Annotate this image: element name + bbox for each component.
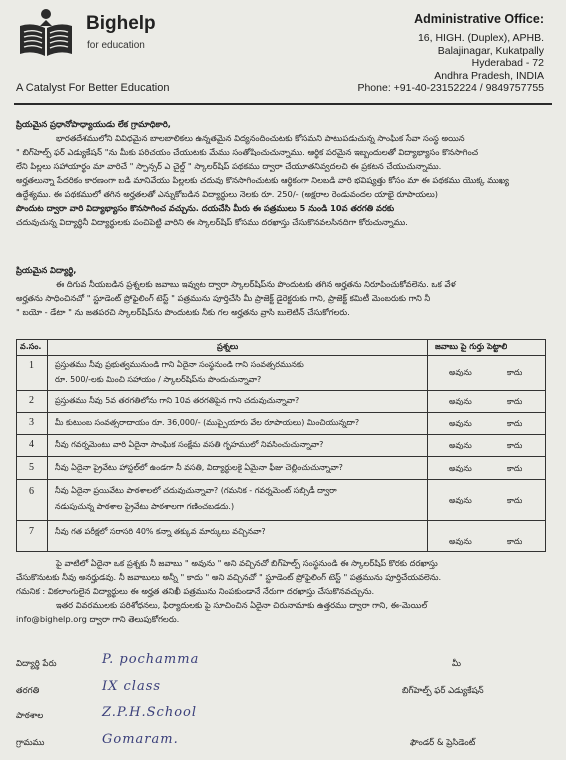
para-line: అర్హతలున్నా పేదరికం కారణంగా బడి మానివేయు పిల్లలకు చదువు కొనసాగించుటకు ఆర్థికంగా నిలబడి వారి భవిష్యత్తు కోసం మా ఈ పథకము యొక్క ముఖ్య	[16, 175, 509, 185]
office-title: Administrative Office:	[414, 12, 544, 26]
answer-yes-option[interactable]: అవును	[449, 464, 472, 473]
class-value: IX class	[102, 679, 162, 694]
answer-yes-option[interactable]: అవును	[449, 419, 472, 428]
letter-para-1	[16, 117, 552, 229]
address-line: Andhra Pradesh, INDIA	[434, 69, 544, 82]
question-text: నడుపుచున్న పాఠశాల ప్రైవేటు పాఠశాలగా గణించబడదు.)	[55, 502, 235, 511]
closing-line: పై వాటిలో ఏదైనా ఒక ప్రశ్నకు నీ జవాబు " అవును " అని వచ్చినచో బిగ్‌హెల్ప్ సంస్థనుండి ఈ స్కాలర్‌షిప్ కొరకు దరఖాస్తు	[56, 558, 438, 568]
answer-yes-option[interactable]: అవును	[449, 397, 472, 406]
class-label: తరగతి	[16, 686, 40, 696]
para-line: " బిగ్‌హెల్ప్ ఫర్ ఎడ్యుకేషన్ "ను మీకు పరిచయం చేయుటకు మేము సంతోషించుచున్నాము. ఆర్థిక పరమైన ఇబ్బందులతో విద్యాభ్యాసం కొనసాగించ	[16, 147, 479, 157]
question-text: రూ. 500/-లకు మించి సహాయం / స్కాలర్‌షిప్‌ను పొందుచున్నావా?	[55, 375, 262, 384]
header-divider	[14, 103, 552, 105]
address-line: 16, HIGH. (Duplex), APHB.	[417, 32, 544, 44]
answer-no-option[interactable]: కాదు	[507, 537, 523, 546]
student-name-value: P. pochamma	[102, 652, 200, 667]
brand-subtitle: for education	[87, 40, 145, 51]
row-number: 5	[29, 462, 34, 473]
row-number: 1	[29, 360, 34, 371]
question-text: నీవు గవర్నమెంటు వారి ఏదైనా సాంఘిక సంక్షేమ వసతి గృహములో నివసించుచున్నావా?	[55, 440, 324, 449]
row-number: 7	[29, 526, 34, 537]
para-line: " బయో - డేటా " ను జతపరచి స్కాలర్‌షిప్‌ను పొందుటకు నీకు గల అర్హతను వ్రాసి బులెటిన్ చేసుకోగలరు.	[16, 307, 350, 317]
school-value: Z.P.H.School	[102, 705, 198, 720]
answer-yes-option[interactable]: అవును	[449, 368, 472, 377]
office-address	[357, 32, 544, 95]
row-number: 2	[29, 395, 34, 406]
signature-title: ఫౌండర్ & ప్రెసిడెంట్	[410, 738, 476, 748]
eligibility-table	[16, 339, 546, 552]
question-text: నీవు ఏదైనా ప్రయివేటు పాఠశాలలో చదువుచున్నావా? (గమనిక - గవర్నమెంట్ సబ్సిడీ ద్వారా	[55, 486, 337, 495]
closing-line: చేసుకొనుటకు నీవు అనర్హుడవు. నీ జవాబులు అన్నీ " కాదు " అని వచ్చినచో " స్టూడెంట్ ప్రోఫైలింగ్ టెస్ట్ " పత్రమును పూర్తిచేయవలెను.	[16, 572, 442, 582]
bighelp-logo-icon	[16, 6, 76, 60]
address-line: Hyderabad - 72	[471, 57, 544, 70]
salutation-headmaster: ప్రియమైన ప్రధానోపాధ్యాయుడు లేక గ్రామాధికారి,	[16, 119, 171, 129]
closing-line: info@bighelp.org ద్వారా గాని తెలుపుకోగలరు.	[16, 614, 180, 624]
signature-regards: మీ	[452, 659, 461, 669]
answer-no-option[interactable]: కాదు	[507, 397, 523, 406]
para-line: అర్హతను సాధించినచో " స్టూడెంట్ ప్రోఫైలింగ్ టెస్ట్ " పత్రమును పూర్తిచేసి మీ ప్రాజెక్ట్ డైరెక్టరుకు గాని, ప్రాజెక్ట్ కమిటీ మెంబరుకు గాని నీ	[16, 293, 431, 303]
letter-para-2	[16, 263, 552, 319]
student-name-label: విద్యార్థి పేరు	[16, 659, 57, 669]
answer-no-option[interactable]: కాదు	[507, 496, 523, 505]
header-number: వ.సం.	[20, 342, 42, 351]
para-line: పొందుట ద్వారా వారి విద్యాభ్యాసం కొనసాగించ వచ్చును. దయచేసి మీరు ఈ పత్రములు 5 నుండి 10వ తరగతి వరకు	[16, 203, 395, 213]
answer-yes-option[interactable]: అవును	[449, 537, 472, 546]
header-question: ప్రశ్నలు	[217, 342, 239, 351]
signature-organization: బిగ్‌హెల్ప్ ఫర్ ఎడ్యుకేషన్	[402, 686, 484, 696]
phone-line: Phone: +91-40-23152224 / 9849757755	[357, 82, 544, 95]
answer-no-option[interactable]: కాదు	[507, 368, 523, 377]
school-label: పాఠశాల	[16, 711, 44, 721]
closing-line: ఇతర వివరములకు పరిశోధనలు, ఫిర్యాదులకు పై సూచించిన ఏదైనా చిరునామాకు ఉత్తరము ద్వారా గాని, ఈ-మెయిల్	[56, 600, 428, 610]
question-text: నీవు ఏదైనా ప్రైవేటు హాస్టల్‌లో ఉండగా నీ వసతి, విద్యార్థులకై ఏమైనా ఫీజు చెల్లించుచున్నావా?	[55, 463, 343, 472]
address-line: Balajinagar, Kukatpally	[437, 44, 544, 57]
para-line: లేని పిల్లలు సహాయార్థం మా వారిచే " స్పాన్సర్ ఎ చైల్డ్ " స్కాలర్‌షిప్ పథకము ద్వారా చేయూతనివ్వదలచి ఈ ప్రకటన చేయుచున్నాము.	[16, 161, 442, 171]
tagline: A Catalyst For Better Education	[16, 82, 170, 94]
question-text: ప్రస్తుతము నీవు 5వ తరగతిలోను గాని 10వ తరగతిపైన గాని చదువుచున్నావా?	[55, 396, 300, 405]
row-number: 4	[29, 439, 34, 450]
village-label: గ్రామము	[16, 738, 45, 748]
closing-instructions	[16, 556, 552, 626]
question-text: ప్రస్తుతము నీవు ప్రభుత్వమునుండి గాని ఏదైనా సంస్థనుండి గాని సంవత్సరమునకు	[55, 360, 304, 369]
question-text: నీవు గత పరీక్షలో సరాసరి 40% కన్నా తక్కువ మార్కులు వచ్చినవా?	[55, 527, 266, 536]
answer-no-option[interactable]: కాదు	[507, 441, 523, 450]
para-line: ఉద్దేశ్యము. ఈ పథకములో తగిన అర్హతలతో ఎన్నుకోబడిన విద్యార్థులు నెలకు రూ. 250/- (అక్షరాల రెండువందల యాభై రూపాయలు)	[16, 189, 438, 199]
village-value: Gomaram.	[102, 732, 179, 747]
salutation-student: ప్రియమైన విద్యార్థి,	[16, 265, 77, 275]
para-line: భారతదేశములోని వివిధమైన బాలబాలికలు ఉన్నతమైన విద్యనందించుటకు కోసమని పాటుపడుచున్న సాంఘిక సేవా సంస్థ అయిన	[56, 133, 465, 143]
answer-yes-option[interactable]: అవును	[449, 441, 472, 450]
header-answer: జవాబు పై గుర్తు పెట్టాలి	[435, 342, 508, 351]
closing-line: గమనిక : వికలాంగులైన విద్యార్థులు ఈ అర్హత తనిఖీ పత్రమును నింపకుండానే నేరుగా దరఖాస్తు చేసుకొనవచ్చును.	[16, 586, 375, 596]
para-line: చదువుచున్న విద్యార్థినీ విద్యార్థులకు పంచిపెట్టి వారిని ఈ స్కాలర్‌షిప్ కోసము దరఖాస్తు చేసుకొనవలసినదిగా కోరుచున్నాము.	[16, 217, 408, 227]
answer-yes-option[interactable]: అవును	[449, 496, 472, 505]
brand-name: Bighelp	[86, 13, 156, 34]
answer-no-option[interactable]: కాదు	[507, 464, 523, 473]
answer-no-option[interactable]: కాదు	[507, 419, 523, 428]
row-number: 3	[29, 417, 34, 428]
question-text: మీ కుటుంబ సంవత్సరాదాయం రూ. 36,000/- (ముప్పైయారు వేల రూపాయలు) మించియున్నదా?	[55, 418, 360, 427]
row-number: 6	[29, 486, 34, 497]
para-line: ఈ దిగువ నీయబడిన ప్రశ్నలకు జవాబు ఇవ్వుట ద్వారా స్కాలర్‌షిప్‌ను పొందుటకు తగిన అర్హతను నిరూపించుకోవలెను. ఒక వేళ	[56, 279, 456, 289]
